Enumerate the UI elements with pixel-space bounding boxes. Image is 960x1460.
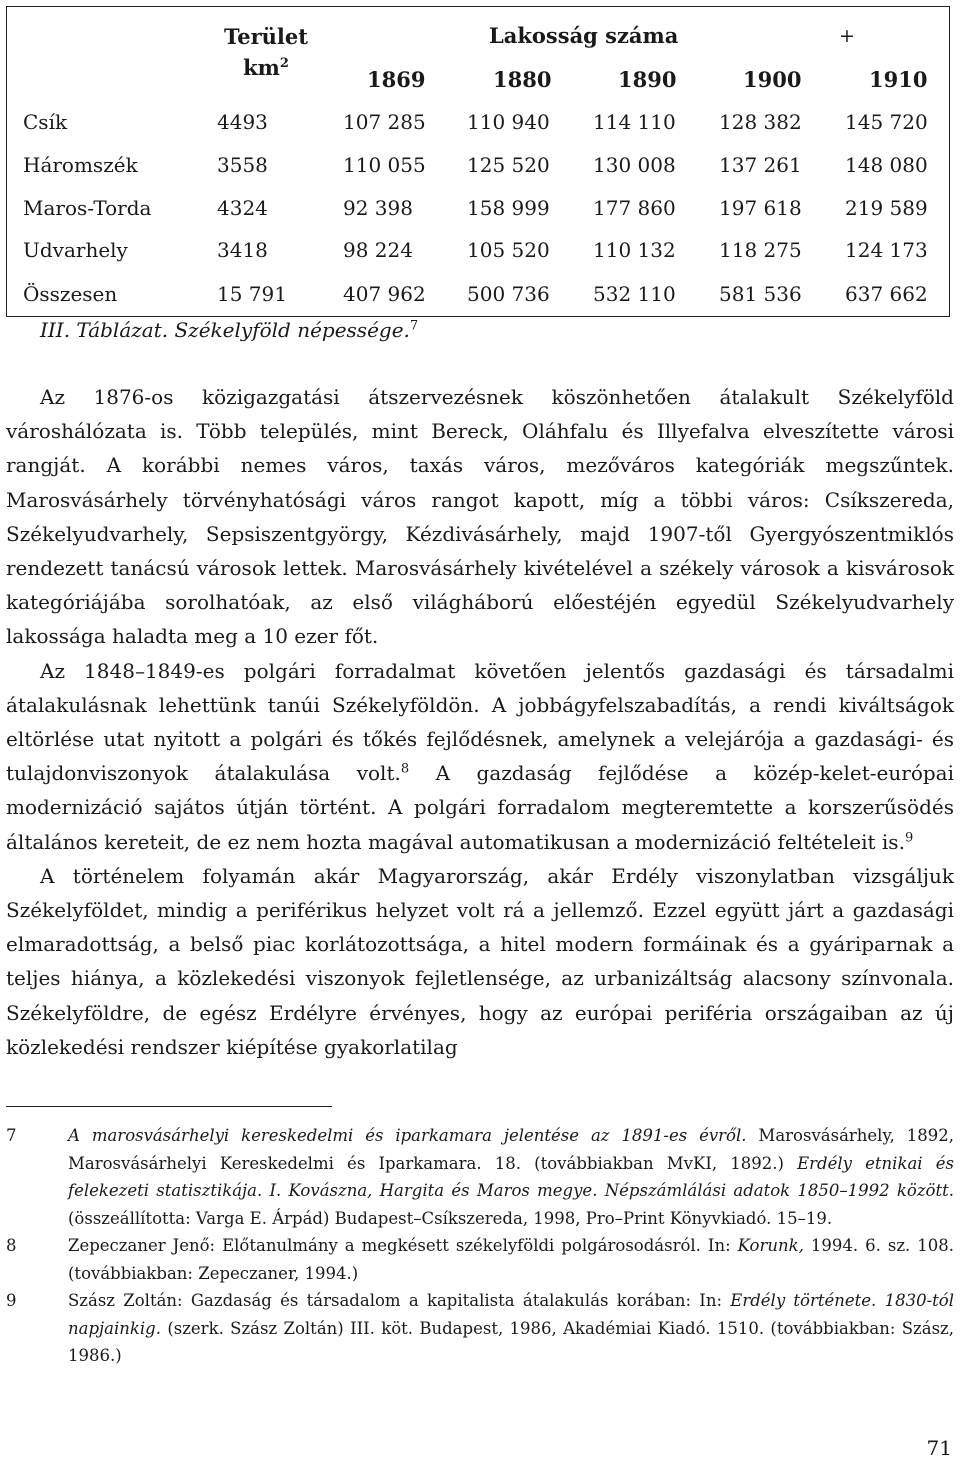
paragraph-text: A történelem folyamán akár Magyarország, akár Erdély viszonylatban vizsgáljuk Székelyföldet, mindig a periférikus helyzet volt rá a jellemző. Ezzel együtt járt a gazdasági elmaradottság, a belső piac korlátozottsága, a hitel modern formáinak és a gyáriparnak a teljes hiánya, a közlekedési viszonyok fejletlensége, az urbanizáltság alacsony színvonala. Székelyföldre, de egész Erdélyre érvényes, hogy az európai periféria országaiban az új közlekedési rendszer kiépítése gyakorlatilag bbox=[6, 863, 954, 1059]
population-value: 92 398 bbox=[343, 196, 413, 220]
population-value: 125 520 bbox=[467, 153, 550, 177]
year-header: 1869 bbox=[367, 67, 426, 92]
table-row bbox=[7, 196, 949, 228]
footnote-text: Zepeczaner Jenő: Előtanulmány a megkésett székelyföldi polgárosodásról. In: bbox=[68, 1236, 738, 1255]
body-text bbox=[6, 380, 954, 1064]
table-row bbox=[7, 153, 949, 185]
area-header-label: Terület bbox=[224, 24, 308, 49]
population-value: 532 110 bbox=[593, 282, 676, 306]
table-row bbox=[7, 238, 949, 270]
region-name: Udvarhely bbox=[23, 238, 128, 262]
area-value: 4493 bbox=[217, 110, 268, 134]
population-value: 219 589 bbox=[845, 196, 928, 220]
year-header: 1910 bbox=[869, 67, 928, 92]
footnote-number: 8 bbox=[6, 1236, 17, 1255]
page-number: 71 bbox=[926, 1436, 952, 1460]
year-header: 1880 bbox=[493, 67, 552, 92]
footnote-text: Marosvásárhely, 1892, Marosvásárhelyi Kereskedelmi és Iparkamara. 18. (továbbiakban MvKI, 1892.) bbox=[68, 1126, 954, 1173]
area-unit: km bbox=[243, 55, 280, 80]
population-value: 110 940 bbox=[467, 110, 550, 134]
footnote-text: (összeállította: Varga E. Árpád) Budapest–Csíkszereda, 1998, Pro–Print Könyvkiadó. 15–19. bbox=[68, 1208, 833, 1228]
footnote-text: Szász Zoltán: Gazdaság és társadalom a kapitalista átalakulás korában: In: bbox=[68, 1291, 731, 1310]
paragraph-text: Az 1848–1849-es polgári forradalmat követően jelentős gazdasági és társadalmi átalakulásnak lehettünk tanúi Székelyföldön. A jobbágyfelszabadítás, a rendi kiváltságok eltörlése utat nyitott a polgári és tőkés fejlődésnek, amelynek a velejárója a gazdasági- és tulajdonviszonyok átalakulása volt. bbox=[6, 658, 954, 786]
footnote bbox=[6, 1122, 954, 1232]
population-value: 637 662 bbox=[845, 282, 928, 306]
population-value: 124 173 bbox=[845, 238, 928, 262]
footnote-number: 7 bbox=[6, 1126, 17, 1145]
paragraph bbox=[6, 654, 954, 859]
population-value: 158 999 bbox=[467, 196, 550, 220]
paragraph-text: Az 1876-os közigazgatási átszervezésnek köszönhetően átalakult Székelyföld városhálózata is. Több település, mint Bereck, Oláhfalu és Illyefalva elveszítette városi rangját. A korábbi nemes város, taxás város, mezőváros kategóriák megszűntek. Marosvásárhely törvényhatósági város rangot kapott, míg a többi város: Csíkszereda, Székelyudvarhely, Sepsiszentgyörgy, Kézdivásárhely, majd 1907-től Gyergyószentmiklós rendezett tanácsú városok lettek. Marosvásárhely kivételével a székely városok a kisvárosok kategóriájába sorolhatóak, az első világháború előestéjén egyedül Székelyudvarhely lakossága haladta meg a 10 ezer főt. bbox=[6, 385, 954, 649]
footnote-ref: 8 bbox=[400, 761, 410, 777]
population-value: 114 110 bbox=[593, 110, 676, 134]
region-name: Maros-Torda bbox=[23, 196, 152, 220]
plus-sign: + bbox=[839, 25, 855, 47]
population-value: 110 055 bbox=[343, 153, 426, 177]
year-header: 1890 bbox=[618, 67, 677, 92]
footnote bbox=[6, 1287, 954, 1370]
population-value: 148 080 bbox=[845, 153, 928, 177]
population-header: Lakosság száma bbox=[489, 23, 679, 48]
footnote-number: 9 bbox=[6, 1291, 17, 1310]
region-name: Összesen bbox=[23, 282, 118, 306]
population-value: 407 962 bbox=[343, 282, 426, 306]
region-name: Csík bbox=[23, 110, 68, 134]
population-value: 177 860 bbox=[593, 196, 676, 220]
footnote-text: 1994. 6. sz. 108. (továbbiakban: Zepeczaner, 1994.) bbox=[68, 1236, 954, 1283]
footnote-title: Korunk, bbox=[737, 1236, 804, 1255]
population-value: 128 382 bbox=[719, 110, 802, 134]
population-value: 137 261 bbox=[719, 153, 802, 177]
population-value: 105 520 bbox=[467, 238, 550, 262]
population-value: 118 275 bbox=[719, 238, 802, 262]
area-value: 3558 bbox=[217, 153, 268, 177]
footnote bbox=[6, 1232, 954, 1287]
population-value: 110 132 bbox=[593, 238, 676, 262]
population-value: 98 224 bbox=[343, 238, 413, 262]
table-row-total bbox=[7, 282, 949, 314]
area-header bbox=[221, 23, 311, 81]
table-row bbox=[7, 110, 949, 142]
footnotes bbox=[6, 1122, 954, 1370]
population-value: 145 720 bbox=[845, 110, 928, 134]
region-name: Háromszék bbox=[23, 153, 138, 177]
population-table bbox=[6, 6, 950, 317]
area-unit-exponent: 2 bbox=[279, 56, 289, 71]
population-value: 500 736 bbox=[467, 282, 550, 306]
area-value: 4324 bbox=[217, 196, 268, 220]
table-caption bbox=[40, 318, 418, 342]
area-value: 15 791 bbox=[217, 282, 287, 306]
footnote-text: (szerk. Szász Zoltán) III. köt. Budapest, 1986, Akadémiai Kiadó. 1510. (továbbiakban: Szász, 1986.) bbox=[68, 1318, 954, 1365]
footnote-ref: 9 bbox=[904, 829, 914, 845]
area-value: 3418 bbox=[217, 238, 268, 262]
population-value: 581 536 bbox=[719, 282, 802, 306]
footnote-title: A marosvásárhelyi kereskedelmi és iparkamara jelentése az 1891-es évről. bbox=[68, 1126, 747, 1145]
population-value: 197 618 bbox=[719, 196, 802, 220]
population-value: 107 285 bbox=[343, 110, 426, 134]
footnote-title: Erdély története. 1830-tól napjainkig. bbox=[68, 1291, 954, 1338]
footnote-ref: 7 bbox=[409, 318, 419, 334]
paragraph-text: A gazdaság fejlődése a közép-kelet-európai modernizáció sajátos útján történt. A polgári forradalom megteremtette a korszerűsödés általános kereteit, de ez nem hozta magával automatikusan a modernizáció feltételeit is. bbox=[6, 761, 954, 854]
paragraph bbox=[6, 380, 954, 654]
population-value: 130 008 bbox=[593, 153, 676, 177]
caption-text: III. Táblázat. Székelyföld népessége. bbox=[40, 318, 410, 342]
footnote-title: Erdély etnikai és felekezeti statisztikája. I. Kovászna, Hargita és Maros megye. Népszámlálási adatok 1850–1992 között. bbox=[68, 1153, 954, 1200]
year-header: 1900 bbox=[743, 67, 802, 92]
paragraph bbox=[6, 859, 954, 1064]
footnote-separator bbox=[6, 1106, 332, 1107]
